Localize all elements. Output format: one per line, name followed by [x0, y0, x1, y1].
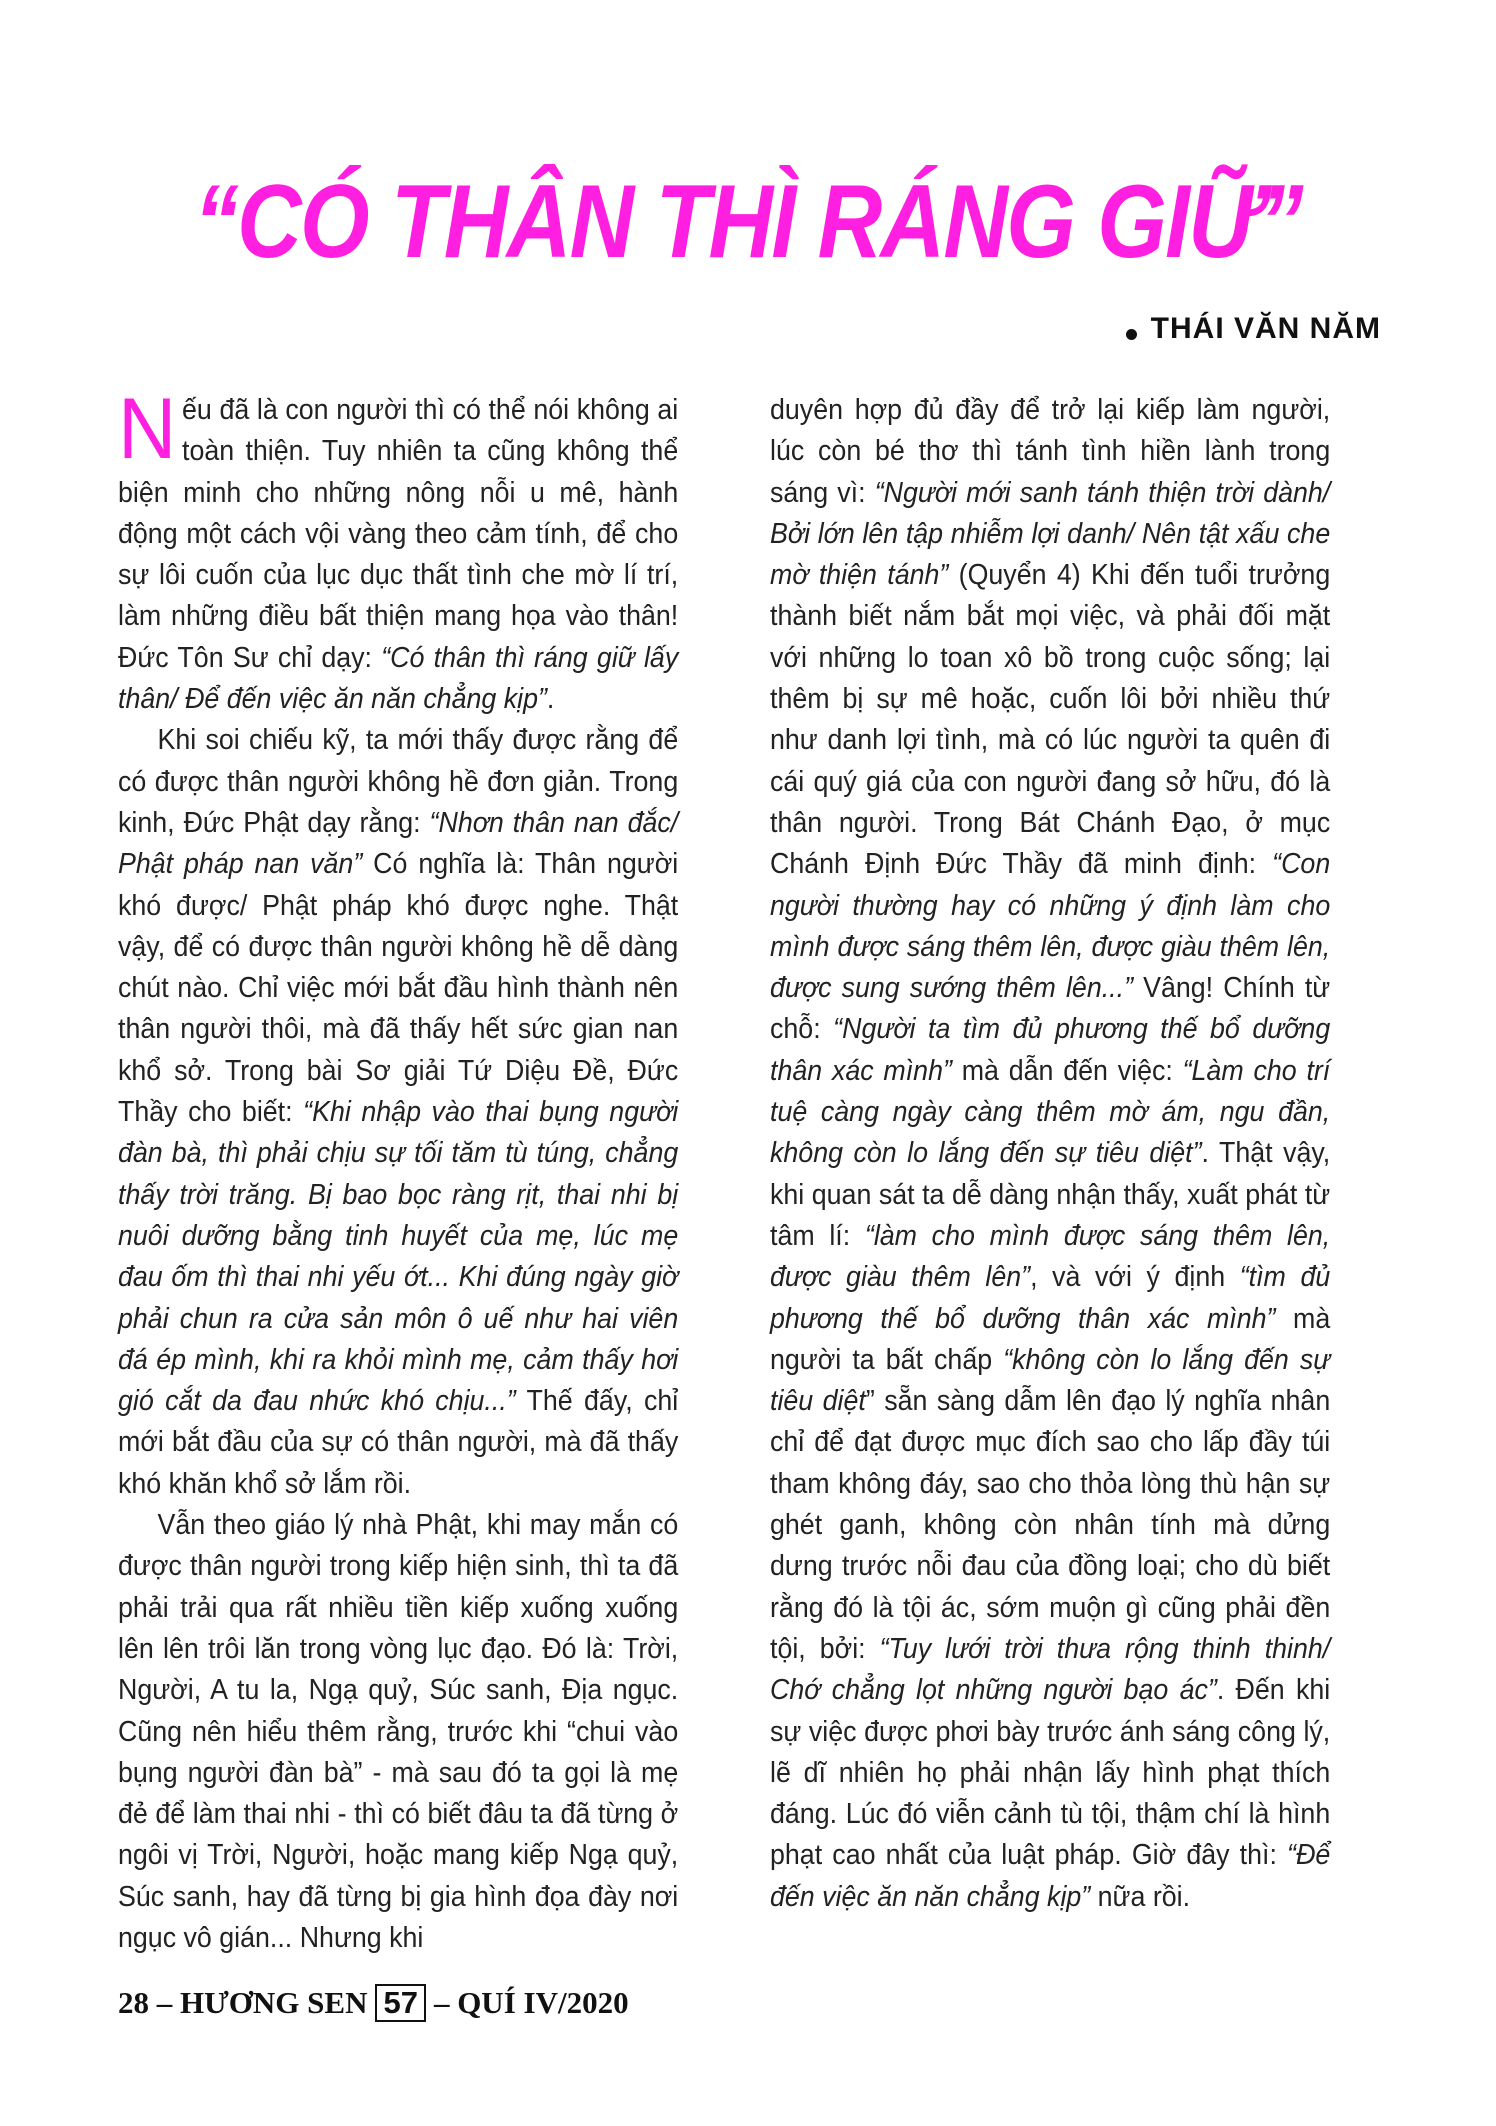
- page-number: 28: [118, 1985, 149, 2020]
- quote: “Khi nhập vào thai bụng người đàn bà, thì phải chịu sự tối tăm tù túng, chẳng thấy trời trăng. Bị bao bọc ràng rịt, thai nhi bị nuôi dưỡng bằng tinh huyết của mẹ, lúc mẹ đau ốm thì thai nhi yếu ớt... Khi đúng ngày giờ phải chun ra cửa sản môn ô uế như hai viên đá ép mình, khi ra khỏi mình mẹ, cảm thấy hơi gió cắt da đau nhức khó chịu...”: [118, 1096, 679, 1418]
- left-column: [118, 381, 679, 1959]
- text-run: mà dẫn đến việc:: [951, 1054, 1183, 1087]
- text-run: nữa rồi.: [1090, 1880, 1191, 1913]
- drop-cap: N: [118, 381, 177, 477]
- text-run: duyên hợp đủ đầy để trở lại kiếp làm người, lúc còn bé thơ thì tánh tình hiền lành trong sáng vì:: [770, 394, 1331, 509]
- page-footer: [118, 1984, 629, 2022]
- issue-period: QUÍ IV/2020: [457, 1985, 629, 2020]
- quote: “tìm đủ phương thế bổ dưỡng thân xác mình”: [770, 1261, 1331, 1335]
- quote: “Con người thường hay có những ý định làm cho mình được sáng thêm lên, được giàu thêm lên, được sung sướng thêm lên...”: [770, 848, 1331, 1005]
- text-run: Vẫn theo giáo lý nhà Phật, khi may mắn có được thân người trong kiếp hiện sinh, thì ta đã phải trải qua rất nhiều tiền kiếp xuống xuống lên lên trôi lăn trong vòng lục đạo. Đó là: Trời, Người, A tu la, Ngạ quỷ, Súc sanh, Địa ngục. Cũng nên hiểu thêm rằng, trước khi “chui vào bụng người đàn bà” - mà sau đó ta gọi là mẹ đẻ để làm thai nhi - thì có biết đâu ta đã từng ở ngôi vị Trời, Người, hoặc mang kiếp Ngạ quỷ, Súc sanh, hay đã từng bị gia hình đọa đày nơi ngục vô gián... Nhưng khi: [118, 1509, 679, 1954]
- quote: “Nhơn thân nan đắc/ Phật pháp nan văn”: [118, 806, 679, 881]
- quote: “Để đến việc ăn năn chẳng kịp”: [770, 1839, 1331, 1913]
- quote: “không còn lo lắng đến sự tiêu diệt: [770, 1343, 1331, 1418]
- quote: “Người ta tìm đủ phương thế bổ dưỡng thân xác mình”: [770, 1013, 1331, 1087]
- issue-number: 57: [375, 1984, 425, 2022]
- text-run: Thế đấy, chỉ mới bắt đầu của sự có thân người, mà đã thấy khó khăn khổ sở lắm rồi.: [118, 1385, 679, 1500]
- text-run: (Quyển 4) Khi đến tuổi trưởng thành biết nắm bắt mọi việc, và phải đối mặt với những lo toan xô bồ trong cuộc sống; lại thêm bị sự mê hoặc, cuốn lôi bởi nhiều thứ như danh lợi tình, mà có lúc người ta quên đi cái quý giá của con người đang sở hữu, đó là thân người. Trong Bát Chánh Đạo, ở mục Chánh Định Đức Thầy đã minh định:: [770, 559, 1331, 881]
- text-run: . Đến khi sự việc được phơi bày trước ánh sáng công lý, lẽ dĩ nhiên họ phải nhận lấy hình phạt thích đáng. Lúc đó viễn cảnh tù tội, thậm chí là hình phạt cao nhất của luật pháp. Giờ đây thì:: [770, 1674, 1331, 1872]
- right-column: [770, 390, 1330, 1918]
- paragraph: [118, 1505, 678, 1959]
- bullet-icon: [1126, 329, 1137, 340]
- quote: “Có thân thì ráng giữ lấy thân/ Để đến việc ăn năn chẳng kịp”: [118, 641, 679, 716]
- author-byline: [1126, 312, 1381, 346]
- text-run: . Thật vậy, khi quan sát ta dễ dàng nhận thấy, xuất phát từ tâm lí:: [770, 1137, 1331, 1252]
- quote: “làm cho mình được sáng thêm lên, được giàu thêm lên”: [770, 1219, 1331, 1294]
- text-run: , và với ý định: [1030, 1261, 1240, 1294]
- separator: –: [156, 1985, 173, 2020]
- text-run: .: [546, 683, 555, 716]
- paragraph: [118, 381, 679, 720]
- text-run: ếu đã là con người thì có thể nói không ai toàn thiện. Tuy nhiên ta cũng không thể biện minh cho những nông nỗi u mê, hành động một cách vội vàng theo cảm tính, để cho sự lôi cuốn của lục dục thất tình che mờ lí trí, làm những điều bất thiện mang họa vào thân! Đức Tôn Sư chỉ dạy:: [118, 394, 679, 674]
- quote: “Làm cho trí tuệ càng ngày càng thêm mờ ám, ngu đần, không còn lo lắng đến sự tiêu diệt”: [770, 1054, 1331, 1170]
- paragraph: [770, 390, 1330, 1918]
- author-name: THÁI VĂN NĂM: [1150, 312, 1381, 345]
- text-run: Có nghĩa là: Thân người khó được/ Phật pháp khó được nghe. Thật vậy, để có được thân người không hề dễ dàng chút nào. Chỉ việc mới bắt đầu hình thành nên thân người thôi, mà đã thấy hết sức gian nan khổ sở. Trong bài Sơ giải Tứ Diệu Đề, Đức Thầy cho biết:: [118, 848, 679, 1129]
- separator: –: [433, 1985, 450, 2020]
- quote: “Người mới sanh tánh thiện trời dành/ Bởi lớn lên tập nhiễm lợi danh/ Nên tật xấu che mờ thiện tánh”: [770, 476, 1331, 592]
- text-run: Vâng! Chính từ chỗ:: [770, 972, 1331, 1046]
- text-run: Khi soi chiếu kỹ, ta mới thấy được rằng để có được thân người không hề đơn giản. Trong kinh, Đức Phật dạy rằng:: [118, 724, 679, 839]
- article-title: “CÓ THÂN THÌ RÁNG GIỮ”: [194, 164, 1302, 280]
- magazine-name: HƯƠNG SEN: [180, 1985, 368, 2020]
- text-run: ” sẵn sàng dẫm lên đạo lý nghĩa nhân chỉ để đạt được mục đích sao cho lấp đầy túi tham không đáy, sao cho thỏa lòng thù hận sự ghét ganh, không còn nhân tính mà dửng dưng trước nỗi đau của đồng loại; cho dù biết rằng đó là tội ác, sớm muộn gì cũng phải đền tội, bởi:: [770, 1385, 1331, 1665]
- paragraph: [118, 720, 678, 1505]
- text-run: mà người ta bất chấp: [770, 1302, 1331, 1376]
- quote: “Tuy lưới trời thưa rộng thinh thinh/ Chớ chẳng lọt những người bạo ác”: [770, 1632, 1331, 1707]
